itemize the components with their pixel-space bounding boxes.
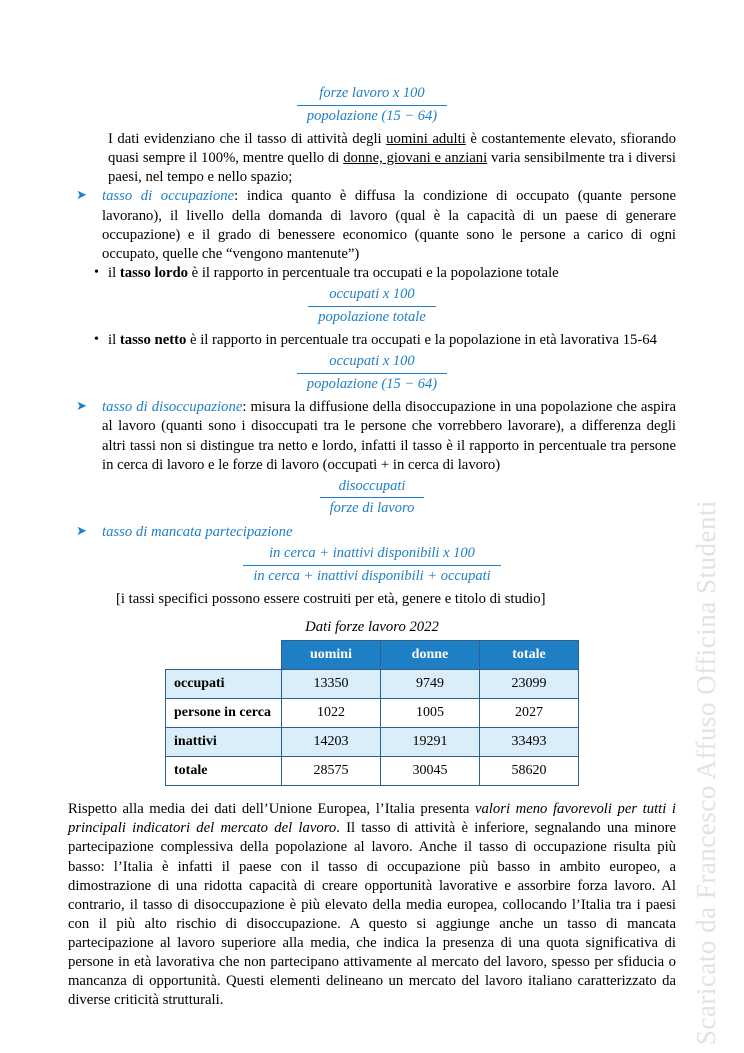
list-item-tasso-netto [68,331,676,350]
table-header-row [166,641,579,670]
table-column-header-donne: donne [380,641,479,670]
table-cell: 30045 [380,757,479,786]
table-cell: 1005 [380,699,479,728]
lordo-term: tasso lordo [119,264,188,281]
conclusion-part1: Rispetto alla media dei dati dell’Unione Europea, l’Italia presenta [68,801,475,818]
forze-lavoro-table [165,640,579,786]
formula-tasso-lordo [68,285,676,327]
term-tasso-mancata-partecipazione: tasso di mancata partecipazione [102,523,293,540]
lordo-pre: il [108,264,120,281]
fraction [297,84,447,126]
table-cell: 14203 [281,728,380,757]
formula-tasso-disoccupazione [68,477,676,519]
fraction-denominator: forze di lavoro [329,500,415,517]
definition-tasso-occupazione: : indica quanto è diffusa la condizione di occupato (quante persone lavorano), il livello della domanda di lavoro (qual è la capacità di un paese di generare occupazione) e il grado di benessere economico (quante sono le persone a carico di ogni occupato, quelle che “vengono mantenute”) [102,188,676,262]
intro-underline-donne-giovani-anziani: donne, giovani e anziani [343,150,488,167]
table-row [166,670,579,699]
table-row [166,757,579,786]
fraction-numerator: disoccupati [320,477,425,499]
formula-tasso-netto [68,352,676,394]
fraction-numerator: forze lavoro x 100 [297,84,447,106]
table-row-label: totale [166,757,282,786]
fraction-denominator: in cerca + inattivi disponibili + occupati [253,567,491,584]
table-cell: 28575 [281,757,380,786]
conclusion-italic: valori meno favorevoli per tutti i principali indicatori del mercato del lavoro [68,801,676,837]
term-tasso-occupazione: tasso di occupazione [102,188,235,205]
table-row-label: persone in cerca [166,699,282,728]
note-text: [i tassi specifici possono essere costruiti per età, genere e titolo di studio] [116,591,546,608]
arrow-bullet-icon: ➤ [76,523,87,539]
netto-post: è il rapporto in percentuale tra occupati e la popolazione in età lavorativa 15-64 [186,332,657,349]
intro-underline-uomini-adulti: uomini adulti [386,131,466,148]
table-cell: 23099 [479,670,578,699]
arrow-bullet-icon: ➤ [76,188,87,204]
conclusion-part2: . Il tasso di attività è inferiore, segnalando una minore partecipazione complessiva della popolazione al lavoro. Anche il tasso di occupazione risulta più basso: l’Italia è infatti il paese con il tasso di occupazione più basso in ambito europeo, a dimostrazione di una ridotta capacità di creare opportunità lavorative e assorbire forza lavoro. Al contrario, il tasso di disoccupazione è più elevato della media europea, collocando l’Italia tra i paesi con il più alto rischio di disoccupazione. A questo si aggiunge anche un tasso di mancata partecipazione al lavoro superiore alla media, che indica la presenza di una quota significativa di persone in età lavorativa che non partecipano attivamente al mercato del lavoro, spesso per sfiducia o mancanza di opportunità. Questi elementi delineano un mercato del lavoro italiano caratterizzato da diverse criticità strutturali. [68,820,676,1009]
list-item-text [102,187,676,263]
fraction [297,352,447,394]
fraction-denominator: popolazione (15 − 64) [306,375,438,392]
table-title: Dati forze lavoro 2022 [305,619,439,636]
table-column-header-totale: totale [479,641,578,670]
dot-bullet-icon: • [94,332,99,348]
fraction [308,285,436,327]
list-item-tasso-disoccupazione [68,398,676,474]
conclusion-paragraph [68,800,676,1010]
table-cell: 33493 [479,728,578,757]
fraction-numerator: occupati x 100 [297,352,447,374]
fraction-denominator: popolazione (15 − 64) [306,107,438,124]
table-cell: 19291 [380,728,479,757]
arrow-bullet-icon: ➤ [76,399,87,415]
table-row-label: inattivi [166,728,282,757]
watermark-text: Scaricato da Francesco Affuso Officina Studenti [691,500,721,1046]
document-content [68,82,676,1025]
intro-part1: I dati evidenziano che il tasso di attività degli [108,131,387,148]
table-corner-cell [166,641,282,670]
table-cell: 13350 [281,670,380,699]
table-row [166,699,579,728]
fraction-numerator: in cerca + inattivi disponibili x 100 [243,544,500,566]
list-item-text [102,398,676,474]
list-item-text [102,523,676,542]
fraction [243,544,500,586]
netto-pre: il [108,332,120,349]
intro-part3: varia sensibilmente tra i diversi paesi, nel tempo e nello spazio; [108,150,676,186]
list-item-text [108,264,676,283]
table-column-header-uomini: uomini [281,641,380,670]
definition-tasso-disoccupazione: : misura la diffusione della disoccupazione in una popolazione che aspira al lavoro (quanti sono i disoccupati tra le persone che vorrebbero lavorare), a differenza degli altri tassi non si distingue tra netto e lordo, infatti il tasso è il rapporto in percentuale tra persone in cerca di lavoro e le forze di lavoro (occupati + in cerca di lavoro) [102,399,676,473]
dot-bullet-icon: • [94,264,99,280]
table-cell: 2027 [479,699,578,728]
fraction-numerator: occupati x 100 [308,285,436,307]
list-item-tasso-lordo [68,264,676,283]
table-cell: 58620 [479,757,578,786]
formula-tasso-attivita [68,84,676,126]
netto-term: tasso netto [119,332,187,349]
fraction-denominator: popolazione totale [318,308,426,325]
lordo-post: è il rapporto in percentuale tra occupati e la popolazione totale [187,264,559,281]
table-cell: 9749 [380,670,479,699]
list-item-text [108,331,676,350]
term-tasso-disoccupazione: tasso di disoccupazione [102,399,243,416]
intro-part2: è costantemente elevato, sfiorando quasi sempre il 100%, mentre quello di [108,131,676,167]
table-row [166,728,579,757]
table-cell: 1022 [281,699,380,728]
intro-paragraph [68,130,676,187]
table-row-label: occupati [166,670,282,699]
list-item-tasso-mancata-partecipazione [68,523,676,542]
formula-tasso-mancata-partecipazione [68,544,676,586]
list-item-tasso-occupazione [68,187,676,263]
fraction [320,477,425,519]
